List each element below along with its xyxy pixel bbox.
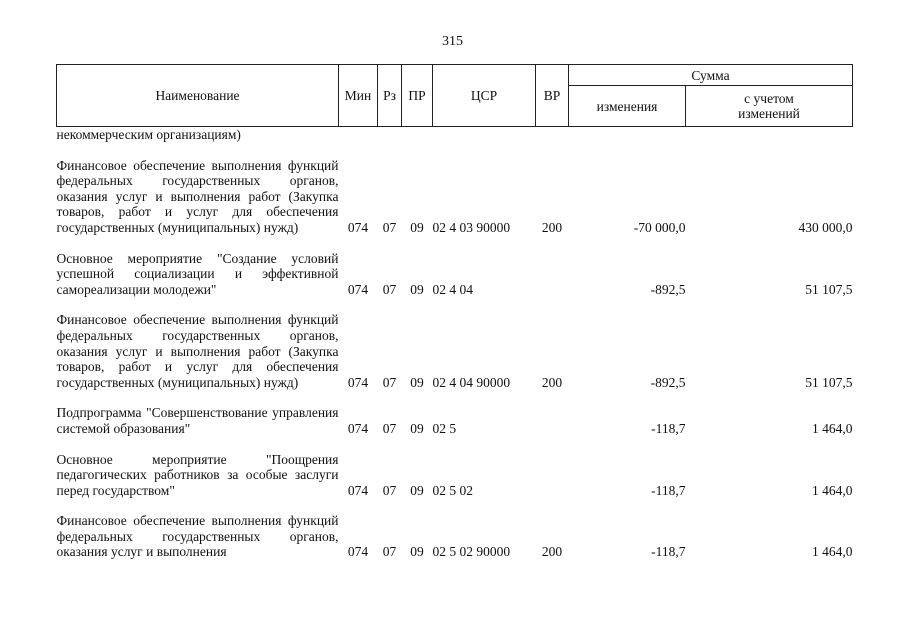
row-pr: 09: [410, 219, 424, 235]
row-min: 074: [347, 544, 369, 560]
header-rz: Рз: [378, 65, 402, 127]
row-change: -118,7: [651, 420, 686, 436]
row-csr: 02 5: [432, 420, 457, 436]
row-pr: 09: [410, 482, 424, 498]
row-total: 51 107,5: [805, 281, 853, 297]
row-pr: 09: [410, 544, 424, 560]
header-sum: Сумма: [569, 65, 853, 86]
row-vr: [536, 251, 569, 298]
row-min: 074: [347, 420, 369, 436]
row-name: Подпрограмма "Совершенствование управления системой образования": [56, 405, 339, 436]
row-total: 1 464,0: [812, 544, 853, 560]
row-total: 1 464,0: [812, 420, 853, 436]
table-row: [57, 251, 853, 298]
row-vr: 200: [541, 374, 563, 390]
page-number: 315: [442, 34, 463, 49]
row-vr: 200: [541, 544, 563, 560]
row-csr: 02 4 04 90000: [432, 374, 511, 390]
budget-table: [56, 64, 853, 560]
row-change: -892,5: [650, 281, 686, 297]
row-pr: 09: [410, 420, 424, 436]
row-name: Основное мероприятие "Поощрения педагогических работников за особые заслуги перед государством": [56, 451, 339, 498]
table-header: [57, 65, 853, 127]
row-name: Финансовое обеспечение выполнения функций федеральных государственных органов, оказания услуг и выполнения работ (Закупка товаров, работ и услуг для обеспечения государственных (муниципальных) нужд): [56, 157, 339, 235]
header-pr: ПР: [402, 65, 433, 127]
table-row: [57, 158, 853, 236]
row-csr: 02 5 02: [432, 482, 473, 498]
row-total: 430 000,0: [798, 219, 853, 235]
row-pr: 09: [410, 374, 424, 390]
row-vr: 200: [541, 219, 563, 235]
row-change: -70 000,0: [633, 219, 686, 235]
row-total: 1 464,0: [812, 482, 853, 498]
header-csr: ЦСР: [433, 65, 536, 127]
table-row: [57, 405, 853, 436]
row-pr: 09: [410, 281, 424, 297]
row-min: 074: [347, 281, 369, 297]
header-with-change-line2: изменений: [738, 106, 800, 121]
table-row: [57, 513, 853, 560]
header-change: изменения: [569, 86, 686, 127]
row-name: Основное мероприятие "Создание условий успешной социализации и эффективной самореализации молодежи": [56, 250, 339, 297]
row-rz: 07: [382, 544, 397, 560]
header-name: Наименование: [57, 65, 339, 127]
row-vr: [536, 405, 569, 436]
row-name: Финансовое обеспечение выполнения функций федеральных государственных органов, оказания услуг и выполнения работ (Закупка товаров, работ и услуг для обеспечения государственных (муниципальных) нужд): [56, 312, 339, 390]
carryover-text: некоммерческим организациям): [56, 127, 241, 142]
carryover-row: [57, 127, 853, 143]
header-vr: ВР: [536, 65, 569, 127]
row-rz: 07: [382, 420, 397, 436]
row-change: -892,5: [650, 374, 686, 390]
row-min: 074: [347, 374, 369, 390]
row-min: 074: [347, 482, 369, 498]
header-with-change: [686, 86, 853, 127]
row-csr: 02 4 03 90000: [432, 219, 511, 235]
row-rz: 07: [382, 219, 397, 235]
row-rz: 07: [382, 482, 397, 498]
header-min: Мин: [339, 65, 378, 127]
row-change: -118,7: [651, 482, 686, 498]
row-csr: 02 4 04: [432, 281, 473, 297]
row-rz: 07: [382, 281, 397, 297]
row-name: Финансовое обеспечение выполнения функций федеральных государственных органов, оказания услуг и выполнения: [56, 513, 339, 560]
header-with-change-line1: с учетом: [744, 91, 794, 106]
table-body: [57, 127, 853, 561]
row-min: 074: [347, 219, 369, 235]
row-total: 51 107,5: [805, 374, 853, 390]
table-row: [57, 312, 853, 390]
row-csr: 02 5 02 90000: [432, 544, 511, 560]
row-vr: [536, 452, 569, 499]
table-row: [57, 452, 853, 499]
row-change: -118,7: [651, 544, 686, 560]
row-rz: 07: [382, 374, 397, 390]
